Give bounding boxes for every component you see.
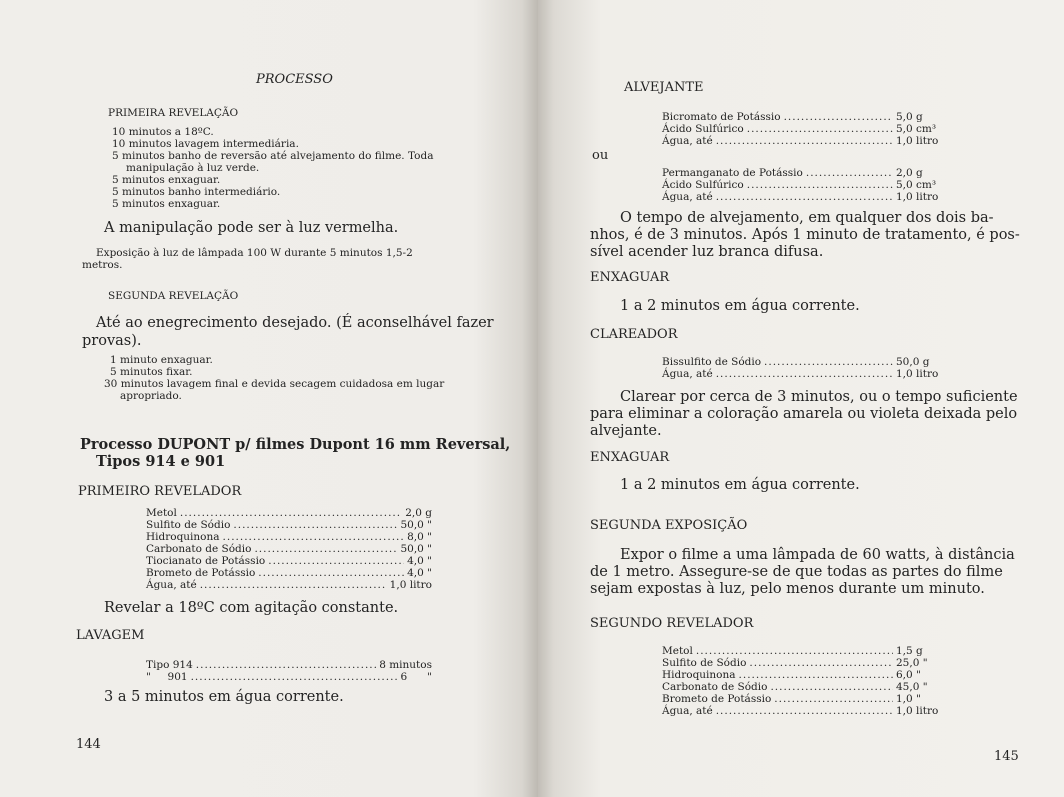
table-row: Metol ..... 2,0 g: [146, 507, 432, 519]
segunda-revelacao-steps: [104, 354, 444, 402]
step: 5 minutos fixar.: [110, 366, 193, 378]
alvejante-heading: ALVEJANTE: [624, 80, 704, 95]
table-row: Hidroquinona ..... 6,0 ": [662, 669, 952, 681]
page-number: 145: [994, 749, 1019, 764]
primeiro-revelador-table: [146, 507, 432, 591]
segunda-exposicao-para-2: de 1 metro. Assegure-se de que todas as partes do filme: [590, 564, 1003, 580]
enxague-text: 3 a 5 minutos em água corrente.: [104, 689, 344, 705]
table-row: Metol ..... 1,5 g: [662, 645, 952, 657]
section-title: PROCESSO: [256, 72, 333, 87]
step: 5 minutos enxaguar.: [112, 174, 221, 186]
table-row: Tiocianato de Potássio ..... 4,0 ": [146, 555, 432, 567]
primeira-revelacao-steps: [112, 126, 433, 210]
manipulacao-text: A manipulação pode ser à luz vermelha.: [104, 220, 399, 236]
alvejante-table-a: [662, 111, 952, 147]
table-row: Bicromato de Potássio ..... 5,0 g: [662, 111, 952, 123]
step: 5 minutos enxaguar.: [112, 198, 221, 210]
revelar-text: Revelar a 18ºC com agitação constante.: [104, 600, 399, 616]
table-row: Brometo de Potássio ..... 4,0 ": [146, 567, 432, 579]
table-row: Carbonato de Sódio ..... 50,0 ": [146, 543, 432, 555]
lavagem-table: [146, 659, 432, 683]
page-145: [538, 0, 1064, 797]
table-row: Permanganato de Potássio ..... 2,0 g: [662, 167, 952, 179]
page-number: 144: [76, 737, 101, 752]
primeiro-revelador-heading: PRIMEIRO REVELADOR: [78, 484, 242, 499]
table-row: Água, até ..... 1,0 litro: [146, 579, 432, 591]
table-row: Bissulfito de Sódio ..... 50,0 g: [662, 356, 952, 368]
step: 10 minutos lavagem intermediária.: [112, 138, 299, 150]
step: 10 minutos a 18ºC.: [112, 126, 214, 138]
segunda-exposicao-para-3: sejam expostas à luz, pelo menos durante um minuto.: [590, 581, 985, 597]
step: 5 minutos banho intermediário.: [112, 186, 281, 198]
enxaguar-text: 1 a 2 minutos em água corrente.: [620, 298, 860, 314]
alvejante-para-1: O tempo de alvejamento, em qualquer dos dois ba-: [620, 210, 994, 226]
table-row: Água, até ..... 1,0 litro: [662, 368, 952, 380]
segunda-revelacao-line-2: provas).: [82, 333, 142, 349]
clareador-heading: CLAREADOR: [590, 327, 678, 342]
segundo-revelador-table: [662, 645, 952, 717]
enxaguar-heading: ENXAGUAR: [590, 270, 670, 285]
step: apropriado.: [120, 390, 182, 402]
table-row: Ácido Sulfúrico ..... 5,0 cm³: [662, 179, 952, 191]
ou-text: ou: [592, 148, 609, 163]
lavagem-heading: LAVAGEM: [76, 628, 145, 643]
table-row: Tipo 914 ..... 8 minutos: [146, 659, 432, 671]
table-row: Água, até ..... 1,0 litro: [662, 191, 952, 203]
alvejante-para-3: sível acender luz branca difusa.: [590, 244, 824, 260]
segunda-exposicao-heading: SEGUNDA EXPOSIÇÃO: [590, 518, 748, 533]
dupont-title-line-1: Processo DUPONT p/ filmes Dupont 16 mm Reversal,: [80, 436, 511, 453]
segunda-revelacao-heading: SEGUNDA REVELAÇÃO: [108, 290, 239, 302]
clareador-table: [662, 356, 952, 380]
table-row: Sulfito de Sódio ..... 50,0 ": [146, 519, 432, 531]
clareador-para-2: para eliminar a coloração amarela ou violeta deixada pelo: [590, 406, 1018, 422]
enxaguar-text: 1 a 2 minutos em água corrente.: [620, 477, 860, 493]
table-row: Carbonato de Sódio ..... 45,0 ": [662, 681, 952, 693]
segunda-exposicao-para-1: Expor o filme a uma lâmpada de 60 watts, à distância: [620, 547, 1015, 563]
table-row: Ácido Sulfúrico ..... 5,0 cm³: [662, 123, 952, 135]
step: manipulação à luz verde.: [126, 162, 260, 174]
clareador-para-3: alvejante.: [590, 423, 662, 439]
segunda-revelacao-line-1: Até ao enegrecimento desejado. (É aconselhável fazer: [96, 315, 494, 331]
enxaguar-heading: ENXAGUAR: [590, 450, 670, 465]
alvejante-table-b: [662, 167, 952, 203]
dupont-title-line-2: Tipos 914 e 901: [96, 453, 226, 470]
table-row: Hidroquinona ..... 8,0 ": [146, 531, 432, 543]
table-row: Água, até ..... 1,0 litro: [662, 135, 952, 147]
alvejante-para-2: nhos, é de 3 minutos. Após 1 minuto de tratamento, é pos-: [590, 227, 1020, 243]
table-row: Brometo de Potássio ..... 1,0 ": [662, 693, 952, 705]
exposicao-line-1: Exposição à luz de lâmpada 100 W durante 5 minutos 1,5-2: [96, 247, 413, 259]
step: 1 minuto enxaguar.: [110, 354, 213, 366]
clareador-para-1: Clarear por cerca de 3 minutos, ou o tempo suficiente: [620, 389, 1018, 405]
table-row: " 901 ..... 6 ": [146, 671, 432, 683]
table-row: Água, até ..... 1,0 litro: [662, 705, 952, 717]
step: 5 minutos banho de reversão até alvejamento do filme. Toda: [112, 150, 434, 162]
exposicao-line-2: metros.: [82, 259, 123, 271]
primeira-revelacao-heading: PRIMEIRA REVELAÇÃO: [108, 107, 239, 119]
segundo-revelador-heading: SEGUNDO REVELADOR: [590, 616, 754, 631]
table-row: Sulfito de Sódio ..... 25,0 ": [662, 657, 952, 669]
step: 30 minutos lavagem final e devida secagem cuidadosa em lugar: [104, 378, 445, 390]
